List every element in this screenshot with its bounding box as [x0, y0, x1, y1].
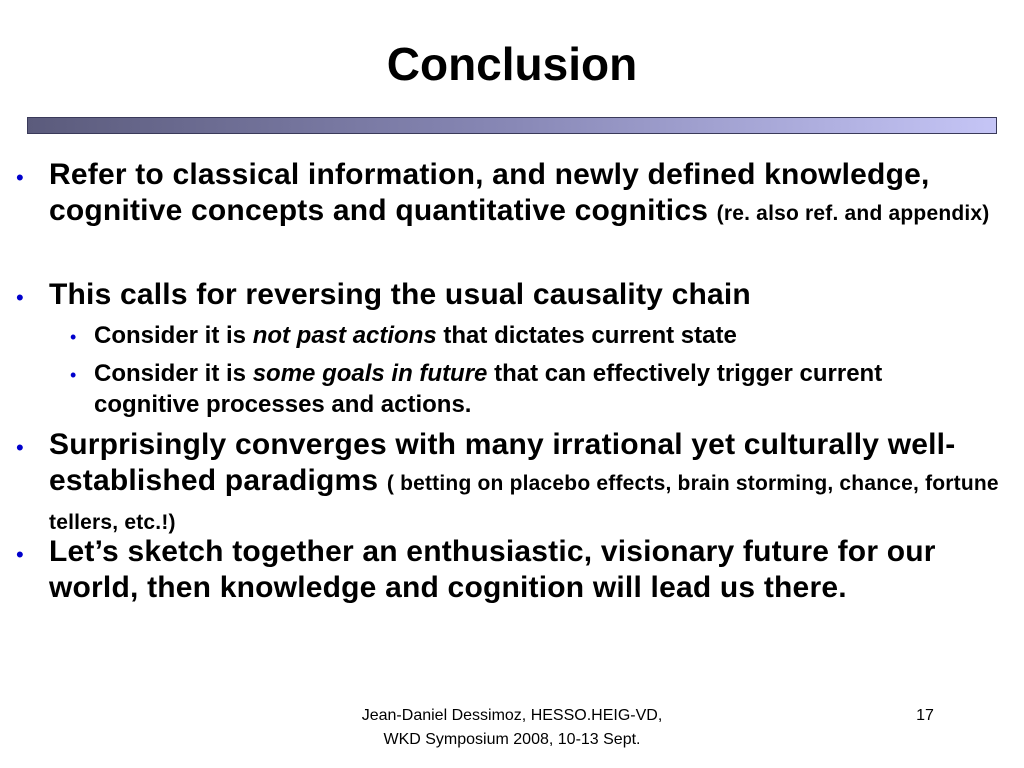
- sub-bullet-1-before: Consider it is: [94, 322, 253, 349]
- bullet-item-2: [16, 277, 1019, 313]
- sub-bullet-1-emphasis: not past actions: [252, 322, 437, 349]
- sub-bullet-item-1: [70, 320, 994, 351]
- slide-footer: [300, 704, 724, 752]
- page-number: 17: [916, 707, 934, 724]
- sub-bullet-icon: •: [70, 365, 77, 385]
- sub-bullet-2-before: Consider it is: [94, 360, 253, 387]
- slide-title: Conclusion: [386, 38, 638, 90]
- bullet-item-2-text: This calls for reversing the usual causality chain: [49, 278, 751, 311]
- footer-event-line: WKD Symposium 2008, 10-13 Sept.: [383, 731, 641, 748]
- bullet-item-1: [16, 157, 1019, 232]
- sub-bullet-2-after: that can effectively trigger current cognitive processes and actions.: [94, 360, 883, 418]
- bullet-item-4-text: Let’s sketch together an enthusiastic, visionary future for our world, then knowledge and cognition will lead us there.: [49, 535, 936, 604]
- footer-author-line: Jean-Daniel Dessimoz, HESSO.HEIG-VD,: [361, 707, 663, 724]
- bullet-item-3-text: Surprisingly converges with many irrational yet culturally well-established paradigms: [49, 428, 956, 497]
- sub-bullet-icon: •: [70, 327, 77, 347]
- bullet-icon: •: [16, 542, 24, 567]
- bullet-icon: •: [16, 285, 24, 310]
- bullet-item-1-note: (re. also ref. and appendix): [716, 202, 990, 225]
- sub-bullet-2-emphasis: some goals in future: [252, 360, 488, 387]
- sub-bullet-1-after: that dictates current state: [436, 322, 737, 349]
- bullet-icon: •: [16, 165, 24, 190]
- bullet-item-4: [16, 534, 1019, 606]
- bullet-item-1-text: Refer to classical information, and newly defined knowledge, cognitive concepts and quantitative cognitics: [49, 158, 930, 227]
- bullet-item-3: [16, 427, 1019, 541]
- sub-bullet-item-2: [70, 358, 994, 420]
- bullet-item-3-note: ( betting on placebo effects, brain storming, chance, fortune tellers, etc.!): [49, 472, 999, 534]
- bullet-icon: •: [16, 435, 24, 460]
